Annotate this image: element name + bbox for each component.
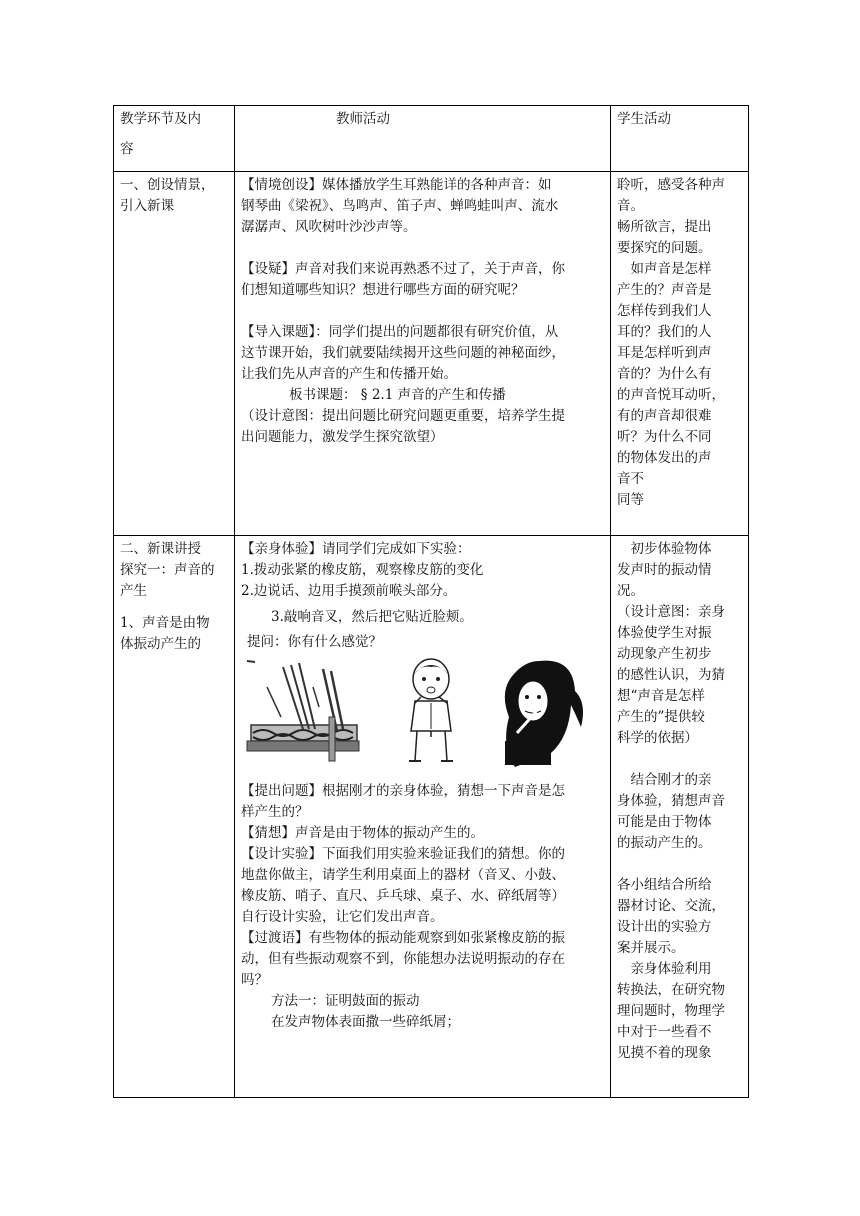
row2-stage-line: 体振动产生的: [120, 636, 201, 652]
experiment-item: 3.敲响音叉，然后把它贴近脸颊。: [271, 609, 473, 625]
question-text: 们想知道哪些知识？想进行哪些方面的研究呢？: [241, 282, 525, 298]
student-text: 产生的？声音是: [617, 282, 712, 298]
row1-student-cell: [611, 172, 749, 536]
experience-intro: 请同学们完成如下实验：: [322, 541, 471, 557]
rubber-band-illustration: [243, 657, 361, 769]
student-text: 如声音是怎样: [617, 261, 712, 277]
student-text: [617, 854, 743, 875]
student-text: 亲身体验利用: [617, 961, 712, 977]
student-text: 体验使学生对振: [617, 625, 712, 641]
scenario-text: 潺潺声、风吹树叶沙沙声等。: [241, 219, 417, 235]
tag-scenario: 【情境创设】: [241, 177, 322, 193]
row1-stage-line: 引入新课: [120, 198, 174, 214]
student-text: 可能是由于物体: [617, 814, 712, 830]
tag-experience: 【亲身体验】: [241, 541, 322, 557]
student-text: 科学的依据）: [617, 730, 698, 746]
tag-design-experiment: 【设计实验】: [241, 846, 322, 862]
prompt-question: 提问：你有什么感觉？: [247, 634, 382, 650]
row2-stage-line: 探究一：声音的: [120, 562, 215, 578]
student-text: 音不: [617, 471, 644, 487]
intro-text: 让我们先从声音的产生和传播开始。: [241, 366, 457, 382]
board-title: 板书课题： § 2.1 声音的产生和传播: [289, 387, 506, 403]
row1-stage-cell: [114, 172, 235, 536]
header-student-label: 学生活动: [617, 111, 671, 127]
header-stage-cell: [114, 106, 235, 172]
student-text: 各小组结合所给: [617, 877, 712, 893]
row2-teacher-cell: [235, 536, 611, 1098]
row2-stage-line: 产生: [120, 583, 147, 599]
raise-question-text: 根据刚才的亲身体验，猜想一下声音是怎: [322, 783, 565, 799]
tag-transition: 【过渡语】: [241, 930, 309, 946]
intro-text: ：同学们提出的问题都很有研究价值，从: [315, 324, 559, 340]
student-text: 耳的？我们的人: [617, 324, 712, 340]
raise-question-text: 样产生的？: [241, 804, 309, 820]
student-text: 的声音悦耳动听，: [617, 387, 725, 403]
student-text: 的振动产生的。: [617, 835, 712, 851]
experiment-item: 2.边说话、边用手摸颈前喉头部分。: [241, 583, 457, 599]
student-text: 案并展示。: [617, 940, 685, 956]
method-detail: 在发声物体表面撒一些碎纸屑；: [271, 1014, 460, 1030]
student-text: 想“声音是怎样: [617, 688, 705, 704]
row1-teacher-cell: [235, 172, 611, 536]
design-text: 橡皮筋、哨子、直尺、乒乓球、桌子、水、碎纸屑等）: [241, 888, 565, 904]
student-text: 产生的”提供较: [617, 709, 705, 725]
student-text: 初步体验物体: [617, 541, 712, 557]
intro-text: 这节课开始，我们就要陆续揭开这些问题的神秘面纱，: [241, 345, 565, 361]
student-text: 音。: [617, 198, 644, 214]
transition-text: 动，但有些振动观察不到，你能想办法说明振动的存在: [241, 951, 565, 967]
tag-intro: 【导入课题】: [241, 324, 316, 340]
design-text: 下面我们用实验来验证我们的猜想。你的: [322, 846, 565, 862]
design-intent: 出问题能力，激发学生探究欲望）: [241, 429, 444, 445]
design-text: 地盘你做主，请学生利用桌面上的器材（音叉、小鼓、: [241, 867, 565, 883]
student-text: （设计意图：亲身: [617, 604, 725, 620]
row2-stage-cell: [114, 536, 235, 1098]
student-text: 设计出的实验方: [617, 919, 712, 935]
method-title: 方法一：证明鼓面的振动: [271, 993, 420, 1009]
student-text: 身体验，猜想声音: [617, 793, 725, 809]
student-text: 的物体发出的声: [617, 450, 712, 466]
student-text: 听？为什么不同: [617, 429, 712, 445]
transition-text: 吗？: [241, 972, 268, 988]
table-row: [114, 536, 749, 1098]
header-stage-line-2: 容: [120, 141, 134, 157]
row2-stage-line: 二、新课讲授: [120, 541, 201, 557]
row2-stage-line: 1、声音是由物: [120, 615, 210, 631]
student-text: 有的声音却很难: [617, 408, 712, 424]
child-touching-throat-illustration: [391, 657, 471, 769]
student-text: 怎样传到我们人: [617, 303, 712, 319]
student-text: 器材讨论、交流，: [617, 898, 725, 914]
experiment-item: 1.拨动张紧的橡皮筋，观察橡皮筋的变化: [241, 562, 484, 578]
tag-question: 【设疑】: [241, 261, 295, 277]
student-text: 转换法，在研究物: [617, 982, 725, 998]
scenario-text: 媒体播放学生耳熟能详的各种声音：如: [322, 177, 552, 193]
student-text: 理问题时，物理学: [617, 1003, 725, 1019]
student-text: [617, 749, 743, 770]
student-text: 结合刚才的亲: [617, 772, 712, 788]
design-text: 自行设计实验，让它们发出声音。: [241, 909, 444, 925]
lesson-plan-table: [113, 105, 749, 1098]
student-text: 见摸不着的现象: [617, 1045, 712, 1061]
student-text: 况。: [617, 583, 644, 599]
header-teacher-cell: [235, 106, 611, 172]
header-student-cell: [611, 106, 749, 172]
transition-text: 有些物体的振动能观察到如张紧橡皮筋的振: [308, 930, 565, 946]
tag-guess: 【猜想】: [241, 825, 295, 841]
student-text: 发声时的振动情: [617, 562, 712, 578]
student-text: 要探究的问题。: [617, 240, 712, 256]
guess-text: 声音是由于物体的振动产生的。: [295, 825, 484, 841]
experiment-illustrations: [241, 657, 605, 775]
table-row: [114, 172, 749, 536]
student-text: 的感性认识，为猜: [617, 667, 725, 683]
student-text: 耳是怎样听到声: [617, 345, 712, 361]
row2-student-cell: [611, 536, 749, 1098]
header-stage-line-1: 教学环节及内: [120, 111, 201, 127]
student-text: 同等: [617, 492, 644, 508]
scenario-text: 钢琴曲《梁祝》、鸟鸣声、笛子声、蝉鸣蛙叫声、流水: [241, 198, 559, 214]
header-teacher-label: 教师活动: [336, 111, 390, 127]
tag-raise-question: 【提出问题】: [241, 783, 322, 799]
student-text: 中对于一些看不: [617, 1024, 712, 1040]
student-text: 音的？为什么有: [617, 366, 712, 382]
question-text: 声音对我们来说再熟悉不过了，关于声音，你: [295, 261, 565, 277]
table-header-row: [114, 106, 749, 172]
tuning-fork-face-illustration: [495, 657, 591, 769]
student-text: 聆听，感受各种声: [617, 177, 725, 193]
row1-stage-line: 一、创设情景，: [120, 177, 215, 193]
design-intent: （设计意图：提出问题比研究问题更重要，培养学生提: [241, 408, 565, 424]
student-text: 动现象产生初步: [617, 646, 712, 662]
student-text: 畅所欲言，提出: [617, 219, 712, 235]
